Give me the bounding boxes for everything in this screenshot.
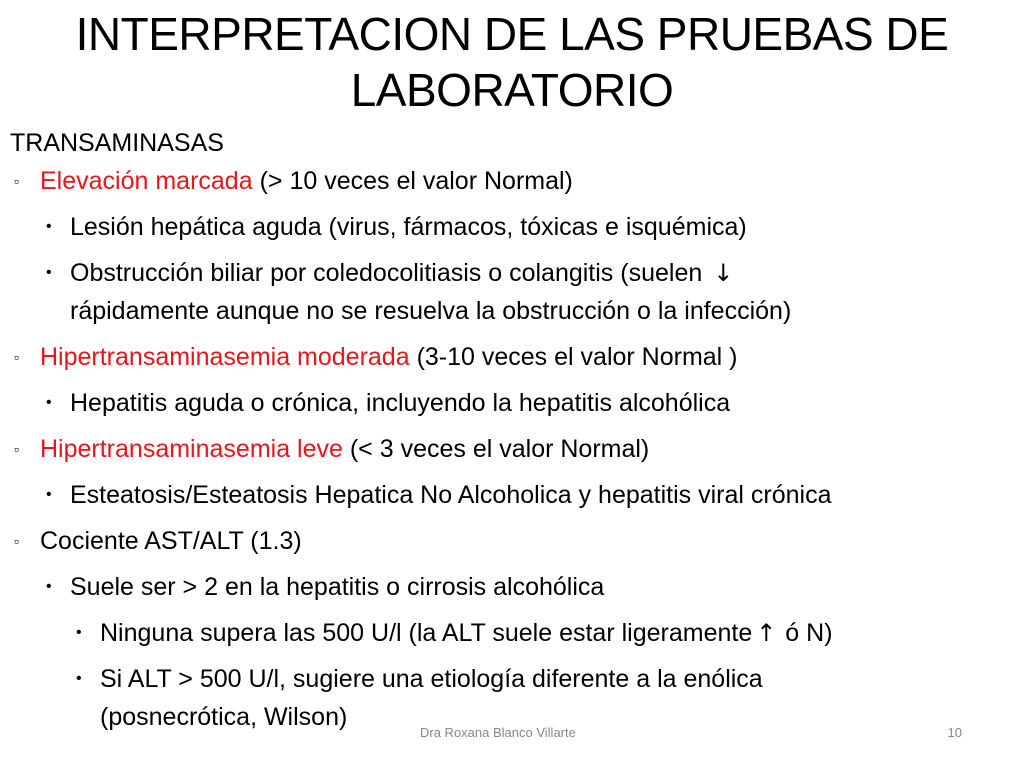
footer-author: Dra Roxana Blanco Villarte [420, 725, 576, 740]
list-item-lesion-hepatica [10, 208, 1010, 246]
dot-bullet-icon: • [46, 218, 52, 235]
up-arrow-icon: ↑ [756, 619, 777, 647]
down-arrow-icon: ↓ [713, 259, 734, 287]
dot-bullet-icon: • [46, 486, 52, 503]
item-text: (3-10 veces el valor Normal ) [409, 343, 738, 371]
slide-title-line-1: INTERPRETACION DE LAS PRUEBAS DE [75, 8, 949, 60]
item-text: Esteatosis/Esteatosis Hepatica No Alcoholica y hepatitis viral crónica [70, 481, 832, 509]
section-heading: TRANSAMINASAS [10, 129, 224, 157]
square-bullet-icon: ▫ [14, 533, 19, 549]
item-text: Cociente AST/ALT (1.3) [40, 527, 302, 555]
item-text: Hepatitis aguda o crónica, incluyendo la hepatitis alcohólica [70, 389, 731, 417]
item-highlight: Hipertransaminasemia leve [40, 435, 343, 463]
item-text: Si ALT > 500 U/l, sugiere una etiología diferente a la enólica [100, 665, 763, 693]
item-text-continued: rápidamente aunque no se resuelva la obstrucción o la infección) [70, 297, 792, 325]
dot-bullet-icon: • [46, 264, 52, 281]
list-item-hipertransaminasemia-leve [10, 430, 1010, 468]
square-bullet-icon: ▫ [14, 349, 19, 365]
slide-title [30, 6, 994, 118]
item-highlight: Hipertransaminasemia moderada [40, 343, 410, 371]
list-item-ninguna-supera [10, 614, 1010, 652]
list-item-suele-ser [10, 568, 1010, 606]
item-text-continued: (posnecrótica, Wilson) [100, 703, 348, 731]
slide-content [10, 126, 1010, 736]
slide-title-line-2: LABORATORIO [350, 64, 674, 116]
item-text: (< 3 veces el valor Normal) [342, 435, 650, 463]
item-text: (> 10 veces el valor Normal) [252, 167, 573, 195]
square-bullet-icon: ▫ [14, 173, 19, 189]
item-text: Lesión hepática aguda (virus, fármacos, tóxicas e isquémica) [70, 213, 747, 241]
list-item-elevacion-marcada [10, 162, 1010, 200]
list-item-obstruccion-biliar [10, 254, 1010, 330]
dot-bullet-icon: • [46, 578, 52, 595]
list-item-cociente-ast-alt [10, 522, 1010, 560]
item-text: Ninguna supera las 500 U/l (la ALT suele estar ligeramente [100, 619, 753, 647]
item-text-continued: ó N) [778, 619, 833, 647]
list-item-hipertransaminasemia-moderada [10, 338, 1010, 376]
list-item-hepatitis-aguda [10, 384, 1010, 422]
item-text: Suele ser > 2 en la hepatitis o cirrosis alcohólica [70, 573, 605, 601]
dot-bullet-icon: • [46, 394, 52, 411]
slide-number: 10 [947, 725, 962, 740]
item-highlight: Elevación marcada [40, 167, 253, 195]
dot-bullet-icon: • [76, 670, 82, 687]
list-item-esteatosis [10, 476, 1010, 514]
item-text: Obstrucción biliar por coledocolitiasis o colangitis (suelen [70, 259, 710, 287]
dot-bullet-icon: • [76, 624, 82, 641]
square-bullet-icon: ▫ [14, 441, 19, 457]
